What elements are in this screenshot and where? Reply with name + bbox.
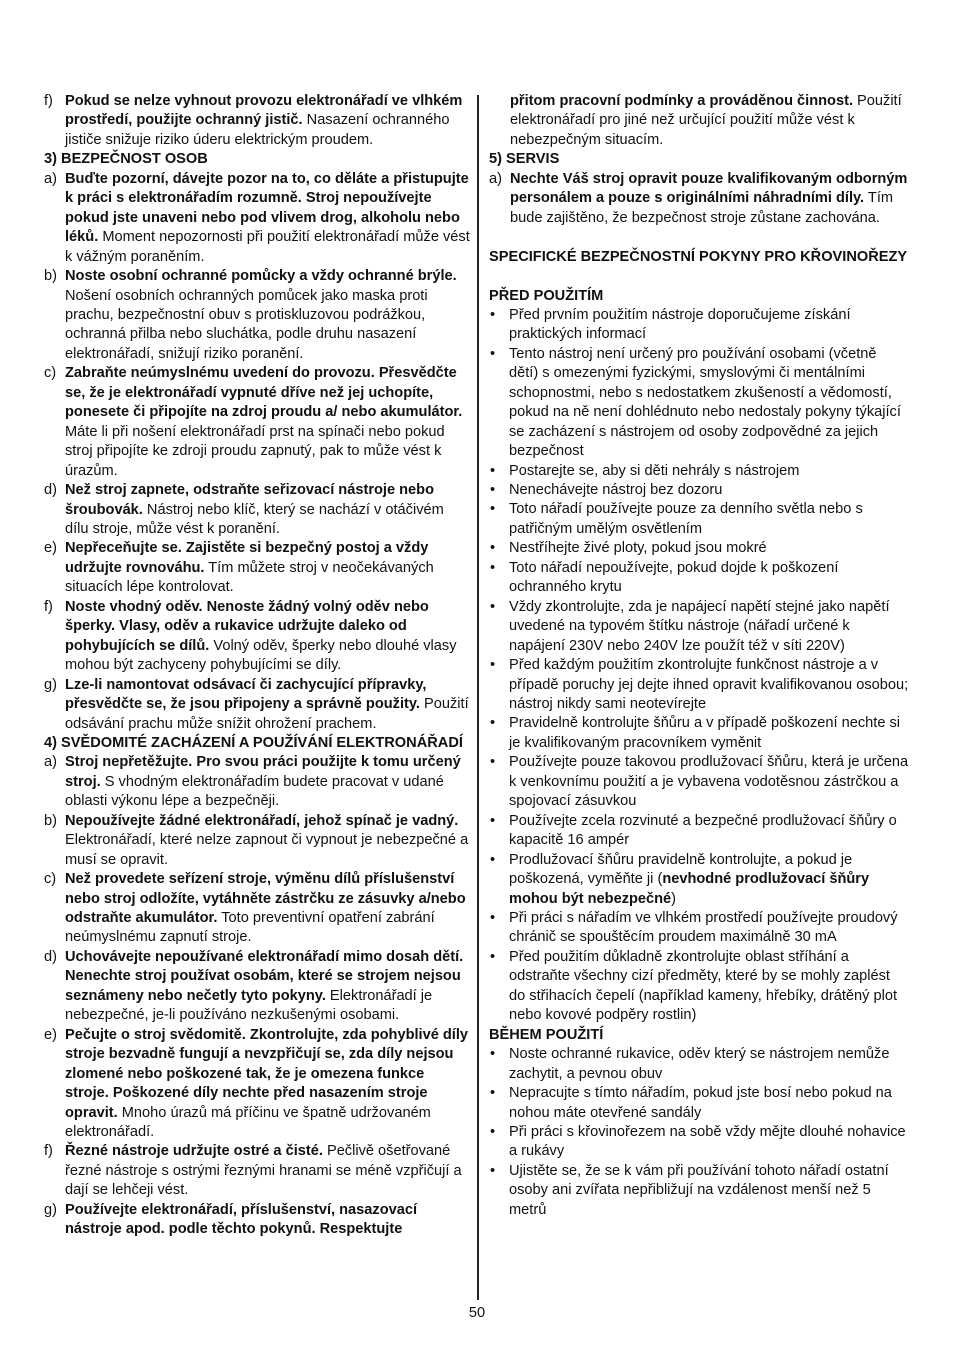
bullet-item <box>489 539 909 558</box>
item-g-follow-instructions: g) Používejte elektronářadí, příslušenství, nasazovací nástroje apod. podle těchto pokynů. Respektujte <box>44 1201 418 1238</box>
bullet-text: Postarejte se, aby si děti nehrály s nástrojem <box>509 462 800 479</box>
bullet-text: Před každým použitím zkontrolujte funkčnost nástroje a v případě poruchy jej dejte ihned opravit kvalifikovanou osobou; nástroj nikdy sami neotevírejte <box>509 657 909 713</box>
item-a-repair: a) Nechte Váš stroj opravit pouze kvalifikovaným odborným personálem a pouze s originálními náhradními díly. Tím bude zajištěno, že bezpečnost stroje zůstane zachována. <box>489 170 908 226</box>
bullet-dot: • <box>490 948 496 965</box>
bullet-dot: • <box>490 754 496 771</box>
bullet-dot: • <box>490 306 496 323</box>
bullet-item <box>489 559 909 598</box>
item-g-continuation: přitom pracovní podmínky a prováděnou činnost. Použití elektronářadí pro jiné než určující použití může vést k nebezpečným situacím. <box>510 93 902 148</box>
left-column <box>44 92 470 1240</box>
item-c-unintended-start: c) Zabraňte neúmyslnému uvedení do provozu. Přesvědčte se, že je elektronářadí vypnuté dříve než jej uchopíte, ponesete či připojíte na zdroj proudu a/ nebo akumulátor. Máte li při nošení elektronářadí prst na spínači nebo pokud stroj připojíte ke zdroji proudu zapnutý, pak to může vést k úrazům. <box>44 365 463 479</box>
bullet-dot: • <box>490 462 496 479</box>
bullet-text: Při práci s křovinořezem na sobě vždy mějte dlouhé nohavice a rukávy <box>509 1123 906 1160</box>
during-use-list <box>489 1045 909 1220</box>
bullet-item <box>489 345 909 462</box>
bullet-item <box>489 1084 909 1123</box>
item-b-protective-gear: b) Noste osobní ochranné pomůcky a vždy ochranné brýle. Nošení osobních ochranných pomůcek jako maska proti prachu, bezpečnostní obuv s protiskluzovou podrážkou, ochranná přilba nebo sluchátka, podle druhu nasazení elektronářadí, snižují riziko poranění. <box>44 268 457 362</box>
item-a-no-overload: a) Stroj nepřetěžujte. Pro svou práci použijte k tomu určený stroj. S vhodným elektronářadím budete pracovat v udané oblasti výkonu lépe a bezpečněji. <box>44 754 461 810</box>
bullet-item <box>489 753 909 811</box>
before-use-list <box>489 306 909 851</box>
bullet-text: Pravidelně kontrolujte šňůru a v případě poškození nechte si je kvalifikovaným pracovníkem vyměnit <box>509 715 901 751</box>
bullet-text: Toto nářadí nepoužívejte, pokud dojde k poškození ochranného krytu <box>509 559 839 596</box>
item-e-maintenance: e) Pečujte o stroj svědomitě. Zkontrolujte, zda pohyblivé díly stroje bezvadně fungují a nevzpřičují se, zda díly nejsou zlomené nebo poškozené tak, že je omezena funkce stroje. Poškozené díly nechte před nasazením stroje opravit. Mnoho úrazů má příčinu ve špatně udržovaném elektronářadí. <box>44 1026 469 1141</box>
bullet-text: Používejte pouze takovou prodlužovací šňůru, která je určena k venkovnímu použití a je vybavena vodotěsnou zástrčkou a spojovací zásuvkou <box>509 754 909 810</box>
bullet-dot: • <box>490 1123 496 1140</box>
section-heading-tool-use: 4) SVĚDOMITÉ ZACHÁZENÍ A POUŽÍVÁNÍ ELEKTRONÁŘADÍ <box>44 734 463 751</box>
bullet-dot: • <box>490 598 496 615</box>
bullet-item <box>489 1123 909 1162</box>
bullet-text: Vždy zkontrolujte, zda je napájecí napětí stejné jako napětí uvedené na typovém štítku nástroje (nářadí určené k napájení 230V nebo 240V lze použít též v síti 220V) <box>509 598 890 654</box>
item-e-balance: e) Nepřeceňujte se. Zajistěte si bezpečný postoj a vždy udržujte rovnováhu. Tím můžete stroj v neočekávaných situacích lépe kontrolovat. <box>44 540 434 596</box>
bullet-text: Toto nářadí používejte pouze za denního světla nebo s patřičným umělým osvětlením <box>509 501 863 537</box>
bullet-text: Noste ochranné rukavice, oděv který se nástrojem nemůže zachytit, a pevnou obuv <box>509 1046 890 1082</box>
bullet-dot: • <box>490 910 496 926</box>
bullet-text: Při práci s nářadím ve vlhkém prostředí používejte proudový chránič se spouštěcím proudem maximálně 30 mA <box>509 910 898 946</box>
item-a-attention: a) Buďte pozorní, dávejte pozor na to, co děláte a přistupujte k práci s elektronářadím rozumně. Stroj nepoužívejte pokud jste unaveni nebo pod vlivem drog, alkoholu nebo léků. Moment nepozornosti při použití elektronářadí může vést k vážným poraněním. <box>44 170 470 265</box>
bullet-dot: • <box>490 715 496 732</box>
bullet-item <box>489 500 909 539</box>
bullet-dot: • <box>490 1046 496 1063</box>
bullet-item <box>489 481 909 500</box>
item-d-remove-tools: d) Než stroj zapnete, odstraňte seřizovací nástroje nebo šroubovák. Nástroj nebo klíč, který se nachází v otáčivém dílu stroje, může vést k poranění. <box>44 482 444 537</box>
page-number: 50 <box>468 1305 486 1321</box>
section-heading-service: 5) SERVIS <box>489 151 560 168</box>
bullet-item-cord-check: • Prodlužovací šňůru pravidelně kontrolujte, a pokud je poškozená, vyměňte ji (nevhodné prodlužovací šňůry mohou být nebezpečné) <box>490 851 870 907</box>
item-text: Nasazení ochranného jističe snižuje riziko úderu elektrickým proudem. <box>65 112 450 148</box>
bullet-text: Před použitím důkladně zkontrolujte oblast stříhání a odstraňte všechny cizí předměty, které by se mohly zaplést do střihacích čepelí (například kameny, hřebíky, drátěný plot nebo kovové podpěry rostlin) <box>509 948 898 1024</box>
bullet-dot: • <box>490 1162 496 1179</box>
bullet-item <box>489 598 909 656</box>
item-f-clothing: f) Noste vhodný oděv. Nenoste žádný volný oděv nebo šperky. Vlasy, oděv a rukavice udržujte daleko od pohybujících se dílů. Volný oděv, šperky nebo dlouhé vlasy mohou být zachyceny pohybujícími se díly. <box>44 598 457 674</box>
bullet-item <box>489 306 909 345</box>
bullet-text: Nestříhejte živé ploty, pokud jsou mokré <box>509 540 767 557</box>
item-f-electrical <box>44 92 470 150</box>
right-column <box>489 92 909 1220</box>
bullet-item <box>489 1045 909 1084</box>
bullet-item <box>489 462 909 481</box>
during-use-heading: BĚHEM POUŽITÍ <box>489 1026 604 1043</box>
bullet-text: Nepracujte s tímto nářadím, pokud jste bosí nebo pokud na nohou máte otevřené sandály <box>509 1085 892 1121</box>
bullet-dot: • <box>490 482 496 499</box>
bullet-item <box>489 1162 909 1220</box>
bullet-text: Před prvním použitím nástroje doporučujeme získání praktických informací <box>509 306 851 343</box>
bullet-item <box>489 656 909 714</box>
bullet-item <box>489 714 909 753</box>
specific-safety-heading: SPECIFICKÉ BEZPEČNOSTNÍ POKYNY PRO KŘOVINOŘEZY <box>489 248 908 265</box>
bullet-dot: • <box>490 501 496 518</box>
bullet-item <box>489 909 909 948</box>
bullet-text: Tento nástroj není určený pro používání osobami (včetně dětí) s omezenými fyzickými, smyslovými či mentálními schopnostmi, nebo s nedostatkem zkušeností a vědomostí, pokud na ně není dohlédnuto nebo nedostaly pokyny týkající se zacházení s nástrojem od osoby zodpovědné za jejich bezpečnost <box>509 345 901 460</box>
bullet-dot: • <box>490 812 496 829</box>
item-d-children: d) Uchovávejte nepoužívané elektronářadí mimo dosah dětí. Nenechte stroj používat osobám, které se strojem nejsou seznámeny nebo nečetly tyto pokyny. Elektronářadí je nebezpečné, je-li používáno nezkušenými osobami. <box>44 948 464 1024</box>
bullet-item <box>489 948 909 1026</box>
bullet-dot: • <box>490 657 496 674</box>
item-label: f) <box>44 93 53 109</box>
item-g-dust-extraction: g) Lze-li namontovat odsávací či zachycující přípravky, přesvědčte se, že jsou připojeny a správně použity. Použití odsávání prachu může snížit ohrožení prachem. <box>44 676 469 732</box>
bullet-text: Používejte zcela rozvinuté a bezpečné prodlužovací šňůry o kapacitě 16 ampér <box>509 812 897 849</box>
item-bold: Pokud se nelze vyhnout provozu elektronářadí ve vlhkém prostředí, použijte ochranný jistič. <box>65 93 463 129</box>
bullet-text: Nenechávejte nástroj bez dozoru <box>509 482 723 499</box>
bullet-dot: • <box>490 1085 496 1102</box>
before-use-list-continued <box>489 909 909 1026</box>
column-divider <box>477 95 479 1300</box>
bullet-dot: • <box>490 559 496 576</box>
item-c-unplug: c) Než provedete seřízení stroje, výměnu dílů příslušenství nebo stroj odložíte, vytáhněte zástrčku ze zásuvky a/nebo odstraňte akumulátor. Toto preventivní opatření zabrání neúmyslnému zapnutí stroje. <box>44 871 466 946</box>
section-heading-personal-safety: 3) BEZPEČNOST OSOB <box>44 151 208 168</box>
bullet-item <box>489 812 909 851</box>
bullet-text: Ujistěte se, že se k vám při používání tohoto nářadí ostatní osoby ani zvířata nepřibližují na vzdálenost menší než 5 metrů <box>509 1162 889 1218</box>
bullet-dot: • <box>490 345 496 362</box>
bullet-dot: • <box>490 540 496 557</box>
before-use-heading: PŘED POUŽITÍM <box>489 287 604 304</box>
item-f-sharp-tools: f) Řezné nástroje udržujte ostré a čisté. Pečlivě ošetřované řezné nástroje s ostrými řeznými hranami se méně vzpřičují a dají se lehčeji vést. <box>44 1143 462 1199</box>
item-b-faulty-switch: b) Nepoužívejte žádné elektronářadí, jehož spínač je vadný. Elektronářadí, které nelze zapnout či vypnout je nebezpečné a musí se opravit. <box>44 812 469 868</box>
